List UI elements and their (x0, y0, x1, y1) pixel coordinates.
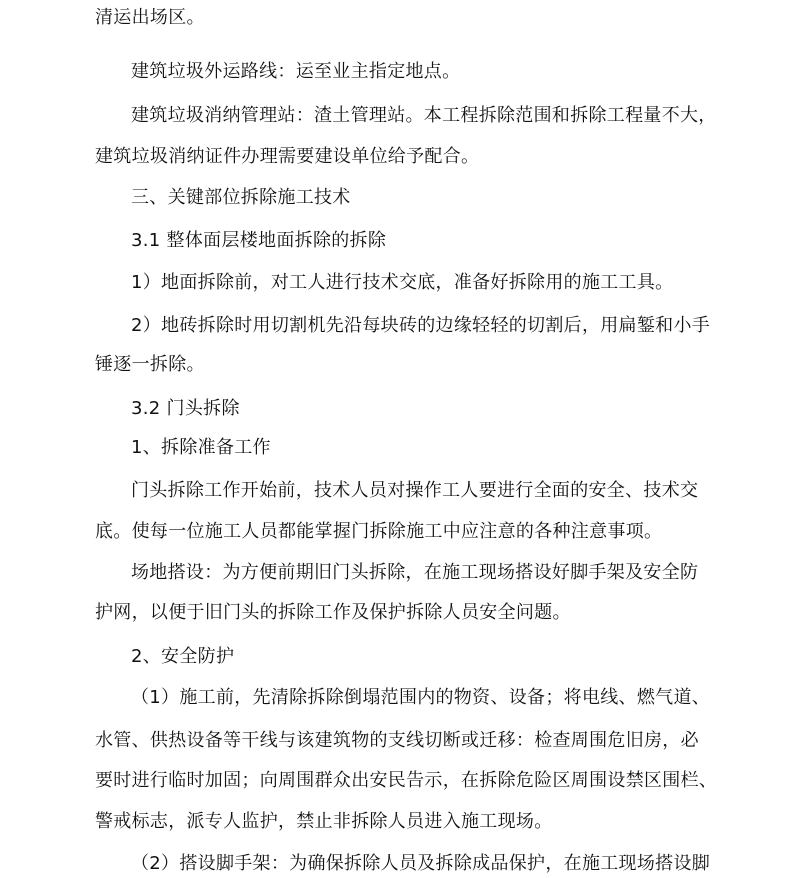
text-line: 1）地面拆除前，对工人进行技术交底，准备好拆除用的施工工具。 (131, 272, 674, 293)
subsection-heading: 3.2 门头拆除 (131, 398, 240, 419)
text-line: 警戒标志，派专人监护，禁止非拆除人员进入施工现场。 (95, 811, 553, 832)
subsection-heading: 3.1 整体面层楼地面拆除的拆除 (131, 230, 387, 251)
text-line: （2）搭设脚手架：为确保拆除人员及拆除成品保护，在施工现场搭设脚 (131, 853, 711, 874)
text-line: 建筑垃圾消纳证件办理需要建设单位给予配合。 (95, 146, 480, 167)
text-line: 护网，以便于旧门头的拆除工作及保护拆除人员安全问题。 (95, 602, 571, 623)
text-line: 场地搭设：为方便前期旧门头拆除，在施工现场搭设好脚手架及安全防 (131, 562, 699, 583)
list-heading: 1、拆除准备工作 (131, 437, 271, 458)
text-line: 建筑垃圾消纳管理站：渣土管理站。本工程拆除范围和拆除工程量不大， (131, 105, 717, 126)
text-line: 2）地砖拆除时用切割机先沿每块砖的边缘轻轻的切割后，用扁錾和小手 (131, 315, 711, 336)
text-line: （1）施工前，先清除拆除倒塌范围内的物资、设备；将电线、燃气道、 (131, 687, 711, 708)
text-line: 清运出场区。 (95, 7, 205, 28)
text-line: 底。使每一位施工人员都能掌握门拆除施工中应注意的各种注意事项。 (95, 521, 663, 542)
section-heading: 三、关键部位拆除施工技术 (131, 187, 351, 208)
text-line: 建筑垃圾外运路线：运至业主指定地点。 (131, 61, 461, 82)
text-line: 锤逐一拆除。 (95, 354, 205, 375)
list-heading: 2、安全防护 (131, 646, 235, 667)
text-line: 水管、供热设备等干线与该建筑物的支线切断或迁移：检查周围危旧房，必 (95, 730, 699, 751)
text-line: 要时进行临时加固；向周围群众出安民告示，在拆除危险区周围设禁区围栏、 (95, 770, 718, 791)
text-line: 门头拆除工作开始前，技术人员对操作工人要进行全面的安全、技术交 (131, 480, 699, 501)
